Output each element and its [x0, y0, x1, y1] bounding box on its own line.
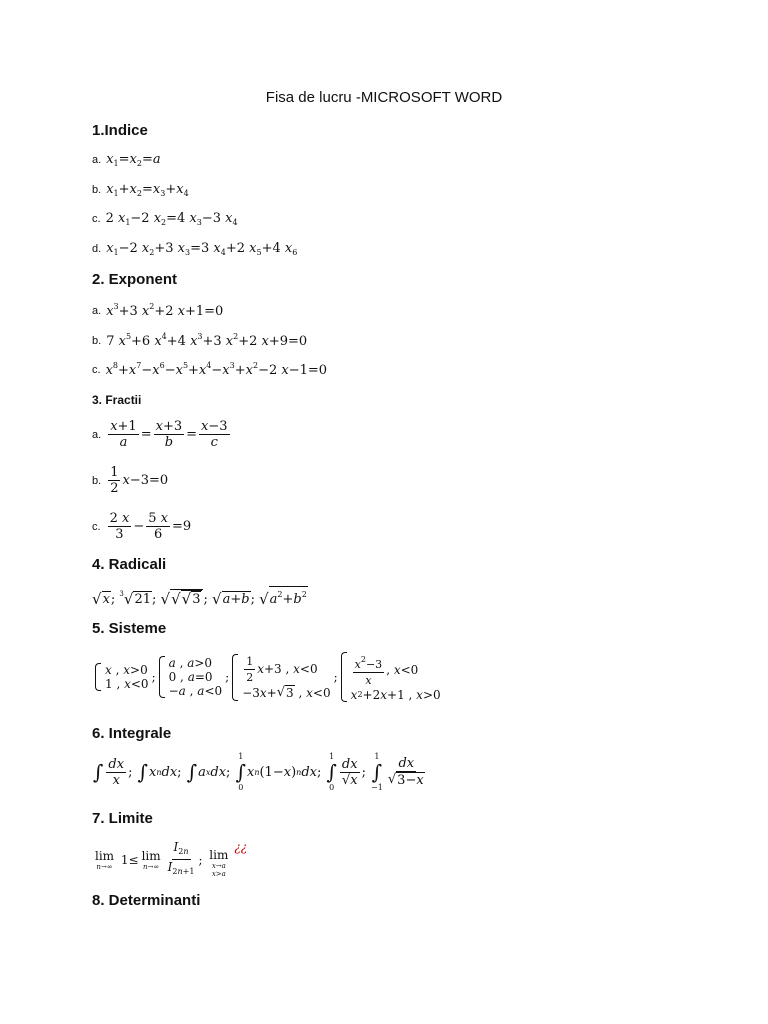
item-label: b.: [92, 474, 102, 487]
section-heading-determinanti: 8. Determinanti: [92, 892, 201, 909]
section-heading-exponent: 2. Exponent: [92, 271, 178, 288]
equation-1c: c. 2 $x_1-2$ $x_2=4$ $x_3-3$ $x_4$: [92, 211, 238, 227]
item-label: a.: [92, 304, 102, 317]
section-heading-radicali: 4. Radicali: [92, 556, 167, 573]
section-heading-indice: 1.Indice: [92, 122, 148, 139]
item-label: a.: [92, 428, 102, 441]
equation-2c: c. $x^8+x^7-x^6-x^5+x^4-x^3+x^2-2$ x−1=0: [92, 361, 328, 378]
render-artifact: ¿¿: [234, 840, 248, 854]
item-label: c.: [92, 213, 101, 225]
item-label: b.: [92, 334, 102, 347]
item-label: b.: [92, 184, 102, 196]
section-heading-integrale: 6. Integrale: [92, 725, 172, 742]
equation-systems: x , x >0 1 , x <0 ; a , a >0 0 , a =0 − a , a <0 ; $\frac{1}{2}$ x +3 , x <0 −3 x + √ 3 , x <0 ; $\frac{x^2-3}{x}$ , x <0 x 2 +2 x +1 , x >0: [92, 652, 444, 702]
equation-radicals: √ x ; $^3$√ 21 ; √ √ √ 3 ; √ a+b ; √ $a^2+b^2$: [92, 586, 308, 607]
page-title: Fisa de lucru -MICROSOFT WORD: [265, 89, 503, 106]
equation-limits: lim n→∞ 1≤ lim n→∞ $\frac{I_{2n}}{I_{2n+1}}$ ; lim x→a x>a ¿¿: [95, 840, 248, 878]
item-label: c.: [92, 363, 101, 376]
item-label: d.: [92, 243, 102, 255]
equation-3a: a. $\frac{x+1}{a}$ = $\frac{x+3}{b}$ = $\frac{x-3}{c}$: [92, 419, 228, 450]
equation-2b: b. 7 $x^5+6$ $x^4+4$ $x^3+3$ $x^2+2$ x+9=0: [92, 332, 308, 349]
section-heading-limite: 7. Limite: [92, 810, 153, 827]
equation-1b: b. $x_1+x_2=x_3+x_4$: [92, 182, 189, 198]
section-heading-fractii: 3. Fractii: [92, 393, 142, 407]
equation-3c: c. $\frac{2 x}{3}$ − $\frac{5 x}{6}$ =9: [92, 511, 192, 542]
equation-1a: a. $x_1=x_2=a$: [92, 152, 161, 168]
equation-2a: a. $x^3+3$ $x^2+2$ x+1=0: [92, 302, 224, 319]
section-heading-sisteme: 5. Sisteme: [92, 620, 167, 637]
item-label: a.: [92, 154, 102, 166]
equation-3b: b. $\frac{1}{2}$ x −3=0: [92, 465, 169, 496]
equation-1d: d. $x_1-2$ $x_2+3$ $x_3=3$ $x_4+2$ $x_5+4$ $x_6$: [92, 241, 298, 257]
equation-integrals: ∫ $\frac{dx}{x}$ ; ∫ x n dx ; ∫ a x dx ; 1 ∫ 0 x n (1− x ) n dx ; 1 ∫ 0 $\frac{dx}{√x}$ ; 1 ∫ −1 dx √ 3−x: [93, 752, 424, 792]
item-label: c.: [92, 520, 101, 533]
